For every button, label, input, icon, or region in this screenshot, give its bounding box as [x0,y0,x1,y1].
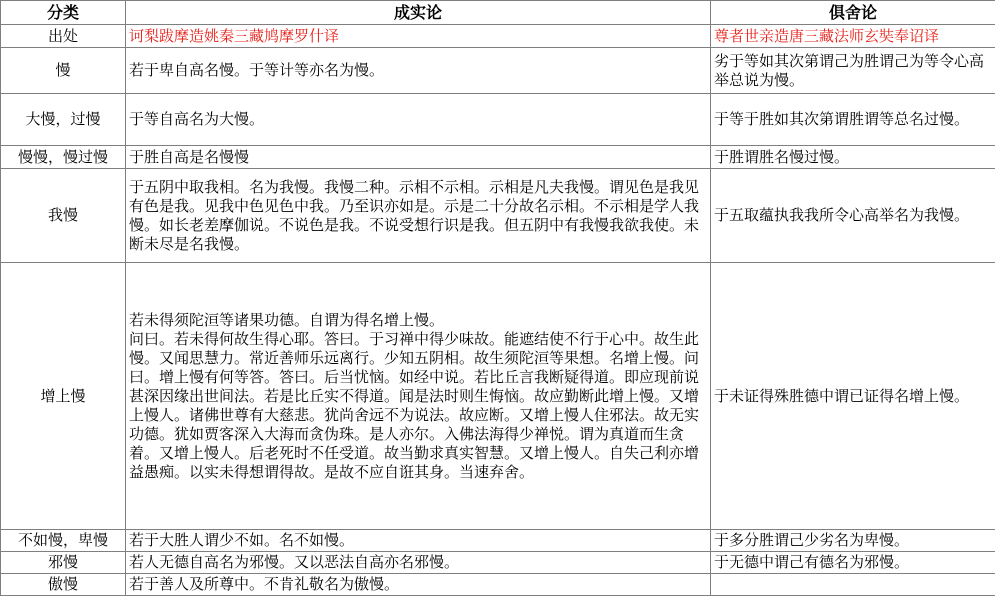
jushe-cell[interactable]: 劣于等如其次第谓己为胜谓己为等令心高举总说为慢。 [711,48,995,94]
table-row [1,574,995,596]
source-chengshi[interactable]: 诃梨跋摩造姚秦三藏鸠摩罗什译 [126,25,711,48]
category-cell[interactable]: 慢 [1,48,126,94]
paragraph: 问曰。若未得何故生得心耶。答曰。于习禅中得少味故。能遮结使不行于心中。故生此慢。又闻思慧力。常近善师乐远离行。少知五阴相。故生须陀洹等果想。名增上慢。问曰。增上慢有何等答。答曰。后当忧恼。如经中说。若比丘言我断疑得道。即应现前说甚深因缘出世间法。若是比丘实不得道。闻是法时则生悔恼。故应勤断此增上慢。又增上慢人。诸佛世尊有大慈悲。犹尚舍远不为说法。故应断。又增上慢人住邪法。故无实功德。犹如贾客深入大海而贪伪珠。是人亦尔。入佛法海得少禅悦。谓为真道而生贪着。又增上慢人。后老死时不任受道。故当勤求真实智慧。又增上慢人。自失己利亦增益愚痴。以实未得想谓得故。是故不应自诳其身。当速弃舍。 [129,329,700,481]
table-row [1,530,995,552]
jushe-cell[interactable]: 于多分胜谓己少劣名为卑慢。 [711,530,995,552]
category-cell[interactable]: 我慢 [1,169,126,263]
jushe-cell[interactable]: 于五取蕴执我我所令心高举名为我慢。 [711,169,995,263]
chengshi-cell[interactable]: 若于卑自高名慢。于等计等亦名为慢。 [126,48,711,94]
table-row [1,146,995,169]
jushe-cell[interactable]: 于胜谓胜名慢过慢。 [711,146,995,169]
jushe-cell[interactable]: 于无德中谓己有德名为邪慢。 [711,552,995,574]
chengshi-cell[interactable] [126,263,711,530]
jushe-cell[interactable]: 于等于胜如其次第谓胜谓等总名过慢。 [711,94,995,146]
table-row [1,48,995,94]
header-jushe[interactable]: 俱舍论 [711,1,995,25]
category-cell[interactable]: 傲慢 [1,574,126,596]
table-row [1,169,995,263]
table-row [1,94,995,146]
jushe-cell[interactable]: 于未证得殊胜德中谓已证得名增上慢。 [711,263,995,530]
category-cell[interactable]: 邪慢 [1,552,126,574]
chengshi-cell[interactable]: 若于大胜人谓少不如。名不如慢。 [126,530,711,552]
chengshi-cell[interactable]: 于胜自高是名慢慢 [126,146,711,169]
header-category[interactable]: 分类 [1,1,126,25]
category-cell[interactable]: 大慢，过慢 [1,94,126,146]
chengshi-cell[interactable]: 于五阴中取我相。名为我慢。我慢二种。示相不示相。示相是凡夫我慢。谓见色是我见有色是我。见我中色见色中我。乃至识亦如是。示是二十分故名示相。不示相是学人我慢。如长老差摩伽说。不说色是我。不说受想行识是我。但五阴中有我慢我欲我使。未断未尽是名我慢。 [126,169,711,263]
chengshi-cell[interactable]: 若人无德自高名为邪慢。又以恶法自高亦名邪慢。 [126,552,711,574]
chengshi-cell[interactable]: 若于善人及所尊中。不肯礼敬名为傲慢。 [126,574,711,596]
chengshi-cell[interactable]: 于等自高名为大慢。 [126,94,711,146]
table-row [1,552,995,574]
jushe-cell[interactable] [711,574,995,596]
header-row [1,1,995,25]
category-cell[interactable]: 增上慢 [1,263,126,530]
category-cell[interactable]: 不如慢，卑慢 [1,530,126,552]
category-cell[interactable]: 慢慢，慢过慢 [1,146,126,169]
table-row [1,263,995,530]
header-chengshi[interactable]: 成实论 [126,1,711,25]
paragraph: 若未得须陀洹等诸果功德。自谓为得名增上慢。 [129,310,445,329]
source-row [1,25,995,48]
source-jushe[interactable]: 尊者世亲造唐三藏法师玄奘奉诏译 [711,25,995,48]
source-label[interactable]: 出处 [1,25,126,48]
